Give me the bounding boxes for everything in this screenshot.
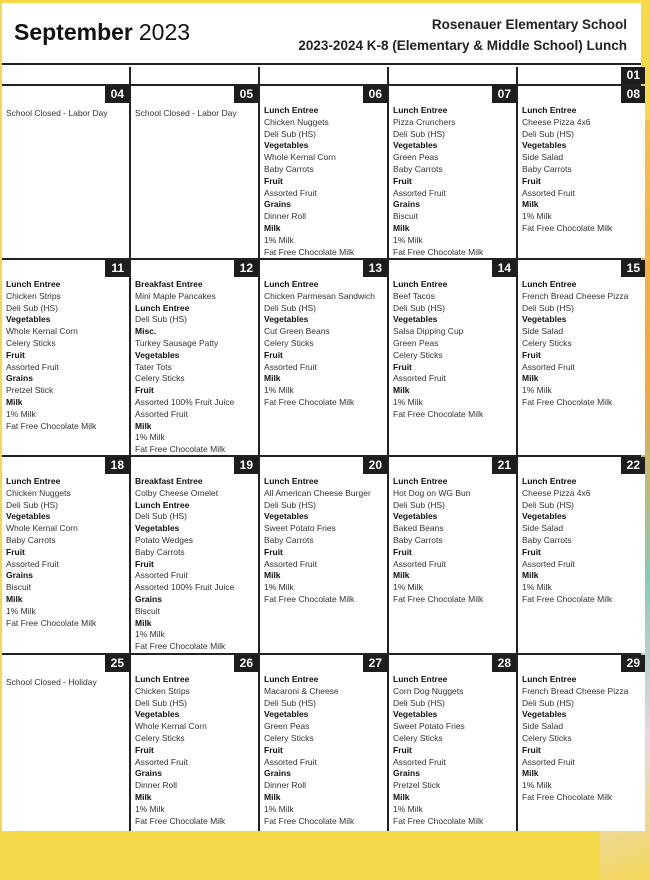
menu-item: Fat Free Chocolate Milk bbox=[393, 815, 484, 826]
menu-item: Assorted Fruit bbox=[264, 756, 317, 767]
closure-note: School Closed - Labor Day bbox=[6, 108, 108, 118]
menu-item: Celery Sticks bbox=[6, 337, 56, 348]
menu-category: Lunch Entree bbox=[135, 302, 190, 313]
menu-item: Turkey Sausage Patty bbox=[135, 337, 219, 348]
menu-item: Assorted Fruit bbox=[6, 361, 59, 372]
menu-category: Milk bbox=[393, 385, 410, 396]
day-cell bbox=[389, 86, 516, 258]
menu-category: Fruit bbox=[6, 546, 25, 557]
menu-category: Grains bbox=[264, 199, 291, 210]
menu-item: Assorted Fruit bbox=[393, 187, 446, 198]
menu-item: Deli Sub (HS) bbox=[6, 302, 58, 313]
menu-category: Breakfast Entree bbox=[135, 476, 203, 486]
day-number: 06 bbox=[363, 86, 387, 103]
menu-category: Vegetables bbox=[264, 511, 309, 522]
menu-content bbox=[135, 476, 256, 653]
menu-title: 2023-2024 K-8 (Elementary & Middle School) Lunch bbox=[298, 38, 627, 53]
menu-item: Baby Carrots bbox=[522, 163, 572, 174]
menu-category: Grains bbox=[135, 593, 162, 604]
menu-content bbox=[522, 674, 643, 804]
day-cell bbox=[2, 260, 129, 455]
menu-category: Lunch Entree bbox=[135, 674, 190, 684]
menu-item: Fat Free Chocolate Milk bbox=[522, 396, 613, 407]
calendar-grid bbox=[2, 67, 641, 831]
menu-category: Misc. bbox=[135, 326, 157, 337]
menu-item: Assorted Fruit bbox=[135, 756, 188, 767]
menu-item: 1% Milk bbox=[393, 803, 423, 814]
menu-item: Celery Sticks bbox=[135, 373, 185, 384]
menu-item: Fat Free Chocolate Milk bbox=[522, 593, 613, 604]
menu-category: Fruit bbox=[522, 546, 541, 557]
menu-category: Vegetables bbox=[522, 314, 567, 325]
menu-item: Deli Sub (HS) bbox=[393, 697, 445, 708]
menu-item: 1% Milk bbox=[522, 780, 552, 791]
menu-item: 1% Milk bbox=[135, 629, 165, 640]
menu-category: Vegetables bbox=[135, 349, 180, 360]
menu-content bbox=[264, 279, 385, 409]
menu-item: Macaroni & Cheese bbox=[264, 685, 339, 696]
menu-item: Deli Sub (HS) bbox=[393, 302, 445, 313]
menu-category: Lunch Entree bbox=[264, 105, 319, 115]
menu-category: Lunch Entree bbox=[522, 674, 577, 684]
menu-category: Milk bbox=[393, 222, 410, 233]
menu-item: Fat Free Chocolate Milk bbox=[135, 641, 226, 652]
page-header bbox=[2, 3, 641, 65]
menu-item: Deli Sub (HS) bbox=[6, 499, 58, 510]
title-year: 2023 bbox=[138, 19, 191, 45]
day-cell bbox=[389, 655, 516, 831]
day-cell bbox=[131, 260, 258, 455]
menu-category: Fruit bbox=[135, 558, 154, 569]
menu-item: Assorted Fruit bbox=[522, 361, 575, 372]
day-number: 25 bbox=[105, 655, 129, 672]
menu-item: Deli Sub (HS) bbox=[522, 697, 574, 708]
menu-item: Assorted Fruit bbox=[264, 187, 317, 198]
day-number: 26 bbox=[234, 655, 258, 672]
menu-item: Chicken Nuggets bbox=[264, 116, 329, 127]
menu-item: French Bread Cheese Pizza bbox=[522, 685, 629, 696]
menu-item: Assorted Fruit bbox=[522, 187, 575, 198]
menu-item: Baby Carrots bbox=[6, 534, 56, 545]
menu-item: Dinner Roll bbox=[264, 211, 307, 222]
menu-item: Colby Cheese Omelet bbox=[135, 487, 219, 498]
menu-item: Whole Kernal Corn bbox=[264, 152, 336, 163]
menu-category: Fruit bbox=[522, 744, 541, 755]
page-title bbox=[14, 19, 190, 46]
menu-category: Milk bbox=[264, 222, 281, 233]
menu-content bbox=[393, 674, 514, 827]
menu-item: Baby Carrots bbox=[264, 163, 314, 174]
menu-category: Grains bbox=[135, 768, 162, 779]
menu-item: Fat Free Chocolate Milk bbox=[264, 246, 355, 257]
day-number: 29 bbox=[621, 655, 645, 672]
menu-item: Assorted 100% Fruit Juice bbox=[135, 582, 235, 593]
day-number: 18 bbox=[105, 457, 129, 474]
menu-item: All American Cheese Burger bbox=[264, 487, 371, 498]
menu-item: Deli Sub (HS) bbox=[393, 128, 445, 139]
menu-category: Breakfast Entree bbox=[135, 279, 203, 289]
menu-category: Fruit bbox=[264, 175, 283, 186]
menu-category: Fruit bbox=[522, 349, 541, 360]
menu-category: Vegetables bbox=[135, 523, 180, 534]
day-number: 11 bbox=[105, 260, 129, 277]
menu-item: Fat Free Chocolate Milk bbox=[393, 246, 484, 257]
menu-category: Lunch Entree bbox=[522, 476, 577, 486]
menu-content bbox=[522, 279, 643, 409]
day-number: 28 bbox=[492, 655, 516, 672]
menu-category: Milk bbox=[522, 199, 539, 210]
closure-note: School Closed - Holiday bbox=[6, 677, 97, 687]
menu-category: Lunch Entree bbox=[264, 674, 319, 684]
menu-item: Pretzel Stick bbox=[6, 385, 54, 396]
day-cell bbox=[389, 67, 516, 84]
menu-category: Lunch Entree bbox=[6, 279, 61, 289]
menu-item: Deli Sub (HS) bbox=[264, 697, 316, 708]
menu-item: Biscuit bbox=[6, 582, 32, 593]
menu-item: Deli Sub (HS) bbox=[135, 697, 187, 708]
day-number: 14 bbox=[492, 260, 516, 277]
menu-item: Whole Kernal Corn bbox=[6, 326, 78, 337]
menu-item: Cheese Pizza 4x6 bbox=[522, 116, 591, 127]
menu-item: 1% Milk bbox=[6, 408, 36, 419]
menu-item: Assorted Fruit bbox=[393, 558, 446, 569]
menu-content bbox=[264, 476, 385, 606]
menu-item: 1% Milk bbox=[264, 803, 294, 814]
menu-item: Deli Sub (HS) bbox=[135, 314, 187, 325]
menu-category: Lunch Entree bbox=[393, 105, 448, 115]
menu-item: Assorted Fruit bbox=[264, 558, 317, 569]
menu-item: 1% Milk bbox=[264, 582, 294, 593]
menu-item: Green Peas bbox=[264, 721, 310, 732]
menu-category: Vegetables bbox=[135, 709, 180, 720]
menu-category: Lunch Entree bbox=[393, 674, 448, 684]
menu-category: Vegetables bbox=[393, 140, 438, 151]
menu-item: Side Salad bbox=[522, 152, 564, 163]
menu-content bbox=[522, 105, 643, 235]
menu-item: Baby Carrots bbox=[135, 546, 185, 557]
menu-item: Celery Sticks bbox=[522, 337, 572, 348]
menu-content bbox=[135, 279, 256, 455]
school-info bbox=[298, 14, 627, 56]
menu-item: Deli Sub (HS) bbox=[264, 128, 316, 139]
menu-item: Side Salad bbox=[522, 523, 564, 534]
menu-content bbox=[393, 476, 514, 606]
title-month: September bbox=[14, 19, 133, 45]
menu-category: Fruit bbox=[264, 546, 283, 557]
menu-item: Baby Carrots bbox=[264, 534, 314, 545]
menu-item: Assorted Fruit bbox=[135, 570, 188, 581]
menu-item: Potato Wedges bbox=[135, 534, 193, 545]
day-cell bbox=[260, 86, 387, 258]
menu-content bbox=[264, 674, 385, 827]
menu-item: Pretzel Stick bbox=[393, 780, 441, 791]
menu-item: Hot Dog on WG Bun bbox=[393, 487, 471, 498]
menu-item: Deli Sub (HS) bbox=[522, 499, 574, 510]
menu-item: Chicken Strips bbox=[135, 685, 190, 696]
menu-category: Grains bbox=[393, 199, 420, 210]
menu-category: Milk bbox=[393, 791, 410, 802]
day-cell bbox=[260, 457, 387, 653]
menu-item: Cheese Pizza 4x6 bbox=[522, 487, 591, 498]
menu-item: Fat Free Chocolate Milk bbox=[393, 408, 484, 419]
menu-item: French Bread Cheese Pizza bbox=[522, 290, 629, 301]
menu-category: Fruit bbox=[264, 744, 283, 755]
menu-item: Assorted Fruit bbox=[6, 558, 59, 569]
menu-item: 1% Milk bbox=[6, 605, 36, 616]
menu-item: Sweet Potato Fries bbox=[393, 721, 465, 732]
menu-category: Fruit bbox=[393, 175, 412, 186]
menu-item: 1% Milk bbox=[522, 582, 552, 593]
menu-item: Chicken Nuggets bbox=[6, 487, 71, 498]
menu-category: Grains bbox=[6, 570, 33, 581]
menu-category: Milk bbox=[6, 396, 23, 407]
menu-content bbox=[393, 105, 514, 258]
menu-item: Fat Free Chocolate Milk bbox=[393, 593, 484, 604]
menu-category: Fruit bbox=[135, 744, 154, 755]
day-number: 05 bbox=[234, 86, 258, 103]
menu-category: Grains bbox=[6, 373, 33, 384]
day-number: 07 bbox=[492, 86, 516, 103]
day-number: 01 bbox=[621, 67, 645, 84]
menu-item: Fat Free Chocolate Milk bbox=[264, 593, 355, 604]
menu-item: Deli Sub (HS) bbox=[522, 302, 574, 313]
menu-item: Fat Free Chocolate Milk bbox=[264, 815, 355, 826]
menu-item: Baked Beans bbox=[393, 523, 444, 534]
day-number: 22 bbox=[621, 457, 645, 474]
menu-category: Lunch Entree bbox=[393, 476, 448, 486]
day-number: 04 bbox=[105, 86, 129, 103]
menu-category: Milk bbox=[135, 617, 152, 628]
menu-category: Fruit bbox=[6, 349, 25, 360]
day-cell bbox=[518, 655, 645, 831]
menu-item: Fat Free Chocolate Milk bbox=[135, 815, 226, 826]
menu-category: Fruit bbox=[393, 546, 412, 557]
day-cell bbox=[389, 260, 516, 455]
menu-item: Fat Free Chocolate Milk bbox=[6, 617, 97, 628]
menu-item: Deli Sub (HS) bbox=[135, 511, 187, 522]
menu-item: Celery Sticks bbox=[393, 732, 443, 743]
menu-category: Lunch Entree bbox=[6, 476, 61, 486]
menu-item: Assorted Fruit bbox=[393, 756, 446, 767]
menu-category: Lunch Entree bbox=[522, 279, 577, 289]
day-cell bbox=[131, 86, 258, 258]
menu-item: Biscuit bbox=[393, 211, 419, 222]
menu-content bbox=[135, 674, 256, 827]
menu-item: 1% Milk bbox=[264, 385, 294, 396]
menu-category: Vegetables bbox=[264, 140, 309, 151]
menu-category: Vegetables bbox=[393, 314, 438, 325]
day-cell bbox=[2, 86, 129, 258]
menu-item: Assorted 100% Fruit Juice bbox=[135, 396, 235, 407]
day-cell bbox=[518, 260, 645, 455]
menu-item: Celery Sticks bbox=[522, 732, 572, 743]
day-number: 08 bbox=[621, 86, 645, 103]
day-number: 21 bbox=[492, 457, 516, 474]
menu-content bbox=[522, 476, 643, 606]
day-number: 15 bbox=[621, 260, 645, 277]
menu-category: Lunch Entree bbox=[522, 105, 577, 115]
menu-item: Baby Carrots bbox=[393, 163, 443, 174]
menu-item: 1% Milk bbox=[522, 211, 552, 222]
menu-category: Lunch Entree bbox=[393, 279, 448, 289]
menu-item: Assorted Fruit bbox=[393, 373, 446, 384]
menu-item: Tater Tots bbox=[135, 361, 172, 372]
day-cell bbox=[2, 655, 129, 831]
day-cell bbox=[260, 655, 387, 831]
menu-category: Milk bbox=[6, 593, 23, 604]
menu-category: Vegetables bbox=[522, 511, 567, 522]
menu-item: Sweet Potato Fries bbox=[264, 523, 336, 534]
menu-item: Dinner Roll bbox=[135, 780, 178, 791]
menu-item: Deli Sub (HS) bbox=[393, 499, 445, 510]
menu-item: Deli Sub (HS) bbox=[264, 302, 316, 313]
day-cell bbox=[2, 457, 129, 653]
menu-item: Celery Sticks bbox=[393, 349, 443, 360]
menu-item: Side Salad bbox=[522, 721, 564, 732]
menu-content bbox=[6, 279, 127, 432]
menu-content bbox=[393, 279, 514, 421]
menu-item: Corn Dog Nuggets bbox=[393, 685, 464, 696]
menu-item: Assorted Fruit bbox=[522, 558, 575, 569]
day-cell bbox=[131, 457, 258, 653]
menu-item: Fat Free Chocolate Milk bbox=[264, 396, 355, 407]
day-cell bbox=[131, 67, 258, 84]
menu-item: Biscuit bbox=[135, 605, 161, 616]
day-cell bbox=[260, 67, 387, 84]
menu-item: Mini Maple Pancakes bbox=[135, 290, 216, 301]
menu-item: Whole Kernal Corn bbox=[135, 721, 207, 732]
day-cell bbox=[260, 260, 387, 455]
menu-item: Cut Green Beans bbox=[264, 326, 330, 337]
menu-item: Assorted Fruit bbox=[135, 408, 188, 419]
menu-category: Vegetables bbox=[522, 709, 567, 720]
menu-category: Vegetables bbox=[522, 140, 567, 151]
menu-category: Lunch Entree bbox=[264, 476, 319, 486]
menu-category: Grains bbox=[264, 768, 291, 779]
menu-category: Fruit bbox=[393, 361, 412, 372]
menu-item: Deli Sub (HS) bbox=[522, 128, 574, 139]
menu-item: Side Salad bbox=[522, 326, 564, 337]
menu-category: Milk bbox=[522, 768, 539, 779]
menu-item: 1% Milk bbox=[393, 582, 423, 593]
menu-item: Deli Sub (HS) bbox=[264, 499, 316, 510]
menu-category: Lunch Entree bbox=[264, 279, 319, 289]
menu-item: 1% Milk bbox=[135, 803, 165, 814]
menu-category: Milk bbox=[393, 570, 410, 581]
menu-item: Salsa Dipping Cup bbox=[393, 326, 464, 337]
menu-category: Fruit bbox=[522, 175, 541, 186]
menu-category: Milk bbox=[135, 791, 152, 802]
menu-sheet bbox=[2, 3, 641, 831]
menu-category: Milk bbox=[264, 570, 281, 581]
menu-item: Fat Free Chocolate Milk bbox=[6, 420, 97, 431]
menu-item: Pizza Crunchers bbox=[393, 116, 456, 127]
menu-item: Beef Tacos bbox=[393, 290, 435, 301]
menu-item: Baby Carrots bbox=[393, 534, 443, 545]
menu-category: Fruit bbox=[135, 385, 154, 396]
day-cell bbox=[131, 655, 258, 831]
menu-category: Vegetables bbox=[6, 314, 51, 325]
day-number: 20 bbox=[363, 457, 387, 474]
day-number: 13 bbox=[363, 260, 387, 277]
menu-category: Milk bbox=[522, 570, 539, 581]
menu-item: Fat Free Chocolate Milk bbox=[522, 222, 613, 233]
menu-category: Vegetables bbox=[393, 511, 438, 522]
day-cell bbox=[518, 457, 645, 653]
school-name: Rosenauer Elementary School bbox=[431, 17, 627, 32]
menu-category: Milk bbox=[264, 373, 281, 384]
menu-item: Assorted Fruit bbox=[522, 756, 575, 767]
day-number: 12 bbox=[234, 260, 258, 277]
menu-item: Chicken Strips bbox=[6, 290, 61, 301]
menu-item: Whole Kernal Corn bbox=[6, 523, 78, 534]
menu-item: Baby Carrots bbox=[522, 534, 572, 545]
menu-category: Vegetables bbox=[6, 511, 51, 522]
menu-item: 1% Milk bbox=[522, 385, 552, 396]
menu-category: Fruit bbox=[264, 349, 283, 360]
menu-item: Green Peas bbox=[393, 152, 439, 163]
day-cell bbox=[518, 67, 645, 84]
day-cell bbox=[389, 457, 516, 653]
menu-category: Grains bbox=[393, 768, 420, 779]
day-cell bbox=[2, 67, 129, 84]
menu-item: Celery Sticks bbox=[135, 732, 185, 743]
menu-item: 1% Milk bbox=[264, 234, 294, 245]
menu-category: Milk bbox=[522, 373, 539, 384]
menu-item: Celery Sticks bbox=[264, 337, 314, 348]
menu-item: Chicken Parmesan Sandwich bbox=[264, 290, 376, 301]
menu-item: 1% Milk bbox=[393, 396, 423, 407]
menu-category: Milk bbox=[135, 420, 152, 431]
day-number: 27 bbox=[363, 655, 387, 672]
menu-category: Vegetables bbox=[264, 709, 309, 720]
menu-item: 1% Milk bbox=[393, 234, 423, 245]
menu-item: Assorted Fruit bbox=[264, 361, 317, 372]
menu-content bbox=[264, 105, 385, 258]
menu-item: Celery Sticks bbox=[264, 732, 314, 743]
closure-note: School Closed - Labor Day bbox=[135, 108, 237, 118]
menu-category: Fruit bbox=[393, 744, 412, 755]
menu-category: Vegetables bbox=[264, 314, 309, 325]
day-cell bbox=[518, 86, 645, 258]
menu-item: Green Peas bbox=[393, 337, 439, 348]
menu-category: Vegetables bbox=[393, 709, 438, 720]
menu-item: Fat Free Chocolate Milk bbox=[135, 444, 226, 455]
menu-content bbox=[6, 476, 127, 629]
day-number: 19 bbox=[234, 457, 258, 474]
menu-item: 1% Milk bbox=[135, 432, 165, 443]
menu-item: Dinner Roll bbox=[264, 780, 307, 791]
menu-category: Milk bbox=[264, 791, 281, 802]
menu-category: Lunch Entree bbox=[135, 499, 190, 510]
menu-item: Fat Free Chocolate Milk bbox=[522, 791, 613, 802]
